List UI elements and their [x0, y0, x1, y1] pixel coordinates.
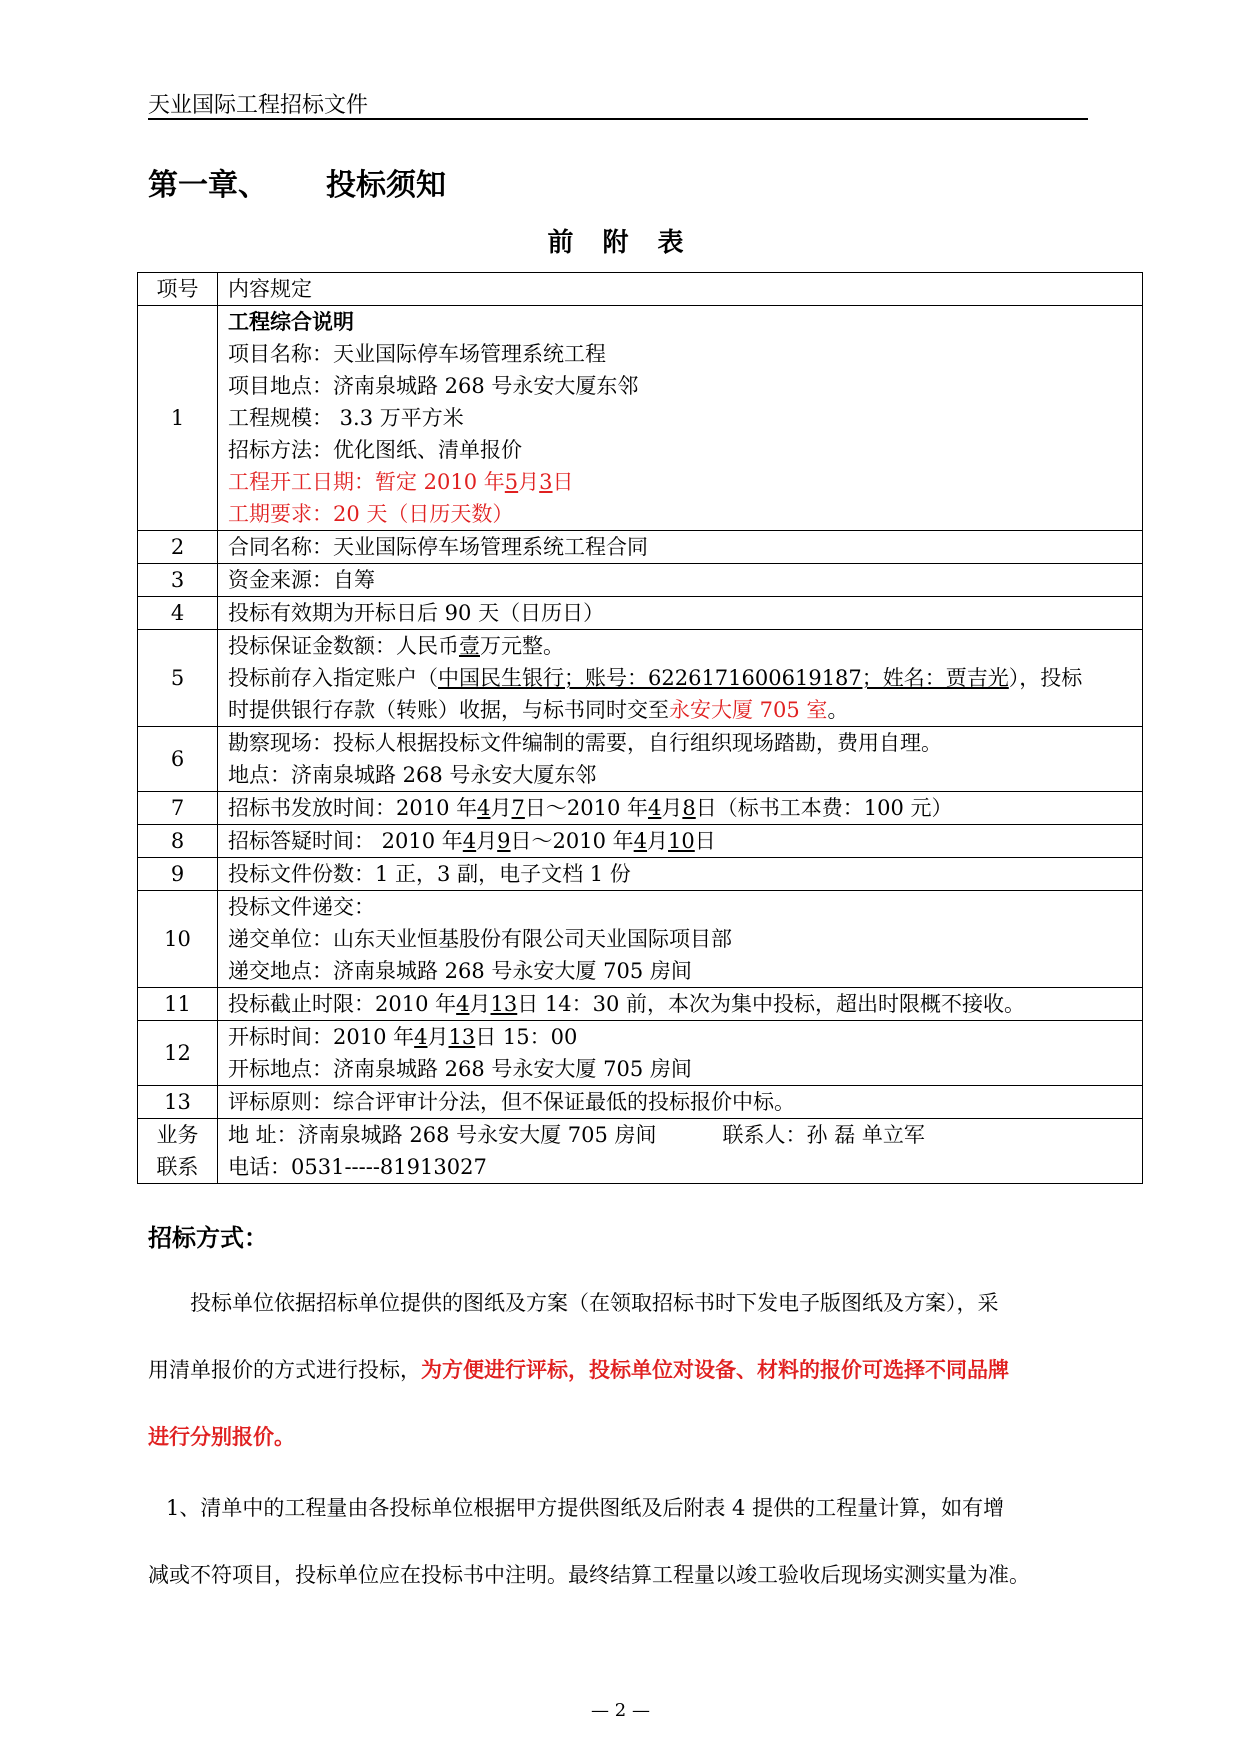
row-number: 13 [138, 1086, 218, 1119]
table-title: 前 附 表 [547, 228, 694, 258]
start-date: 工程开工日期：暂定 2010 年5月3日 [228, 470, 574, 494]
table-row [138, 891, 1143, 988]
table-row [138, 825, 1143, 858]
chapter-number: 第一章、 [148, 168, 268, 203]
row-content: 评标原则：综合评审计分法，但不保证最低的投标报价中标。 [218, 1086, 1143, 1119]
table-row [138, 531, 1143, 564]
row-number: 4 [138, 597, 218, 630]
row-number: 10 [138, 891, 218, 988]
section-heading: 招标方式： [148, 1224, 268, 1252]
submission-heading: 投标文件递交： [228, 895, 375, 919]
table-row [138, 858, 1143, 891]
row-content [218, 1021, 1143, 1086]
row-content: 招标答疑时间： 2010 年4月9日～2010 年4月10日 [218, 825, 1143, 858]
tender-method-paragraph [148, 1270, 1088, 1471]
header-rule [148, 118, 1088, 120]
contact-persons: 联系人：孙 磊 单立军 [722, 1123, 925, 1147]
appendix-table [137, 272, 1143, 1184]
row-number: 2 [138, 531, 218, 564]
contact-label-2: 联系 [156, 1155, 199, 1179]
table-row [138, 727, 1143, 792]
table-row [138, 597, 1143, 630]
table-row [138, 630, 1143, 727]
paragraph-line: 投标单位依据招标单位提供的图纸及方案（在领取招标书时下发电子版图纸及方案），采 [190, 1291, 999, 1315]
project-location: 项目地点：济南泉城路 268 号永安大厦东邻 [228, 374, 639, 398]
row-content [218, 1119, 1143, 1184]
table-row [138, 792, 1143, 825]
row-number: 3 [138, 564, 218, 597]
row-number [138, 1119, 218, 1184]
chapter-title: 投标须知 [326, 168, 446, 203]
row-heading: 工程综合说明 [228, 310, 354, 334]
row-number: 8 [138, 825, 218, 858]
header-item-no: 项号 [138, 273, 218, 306]
row-content [218, 306, 1143, 531]
row-number: 6 [138, 727, 218, 792]
row-content: 资金来源：自筹 [218, 564, 1143, 597]
duration-requirement: 工期要求：20 天（日历天数） [228, 502, 514, 526]
page-number: — 2 — [591, 1700, 650, 1721]
row-number: 5 [138, 630, 218, 727]
row-number: 1 [138, 306, 218, 531]
table-row [138, 1086, 1143, 1119]
row-number: 7 [138, 792, 218, 825]
header-content: 内容规定 [218, 273, 1143, 306]
contact-label-1: 业务 [156, 1123, 199, 1147]
row-content [218, 727, 1143, 792]
deposit-amount: 投标保证金数额：人民币壹万元整。 [228, 634, 564, 658]
deposit-receipt: 时提供银行存款（转账）收据，与标书同时交至永安大厦 705 室。 [228, 698, 849, 722]
submission-unit: 递交单位：山东天业恒基股份有限公司天业国际项目部 [228, 927, 732, 951]
site-survey: 勘察现场：投标人根据投标文件编制的需要，自行组织现场踏勘，费用自理。 [228, 731, 942, 755]
tender-method: 招标方法：优化图纸、清单报价 [228, 438, 522, 462]
row-content: 投标有效期为开标日后 90 天（日历日） [218, 597, 1143, 630]
contact-phone: 电话：0531-----81913027 [228, 1155, 487, 1179]
row-content: 投标截止时限：2010 年4月13日 14：30 前，本次为集中投标，超出时限概不接收。 [218, 988, 1143, 1021]
document-header-title: 天业国际工程招标文件 [148, 93, 369, 118]
project-name: 项目名称：天业国际停车场管理系统工程 [228, 342, 606, 366]
row-content: 合同名称：天业国际停车场管理系统工程合同 [218, 531, 1143, 564]
paragraph-line: 用清单报价的方式进行投标，为方便进行评标，投标单位对设备、材料的报价可选择不同品牌 [148, 1358, 1009, 1382]
row-number: 12 [138, 1021, 218, 1086]
deposit-account: 投标前存入指定账户（中国民生银行；账号：6226171600619187；姓名：贾吉光），投标 [228, 666, 1083, 690]
row-content: 招标书发放时间：2010 年4月7日～2010 年4月8日（标书工本费：100 元） [218, 792, 1143, 825]
site-location: 地点：济南泉城路 268 号永安大厦东邻 [228, 763, 597, 787]
table-row [138, 306, 1143, 531]
paragraph-line: 1、清单中的工程量由各投标单位根据甲方提供图纸及后附表 4 提供的工程量计算，如有增 [166, 1496, 1005, 1520]
quantity-paragraph [148, 1475, 1088, 1609]
table-row [138, 1119, 1143, 1184]
contact-address: 地 址：济南泉城路 268 号永安大厦 705 房间 联系人：孙 磊 单立军 [228, 1123, 925, 1147]
row-content [218, 630, 1143, 727]
row-number: 11 [138, 988, 218, 1021]
submission-location: 递交地点：济南泉城路 268 号永安大厦 705 房间 [228, 959, 692, 983]
row-number: 9 [138, 858, 218, 891]
paragraph-line: 进行分别报价。 [148, 1425, 295, 1449]
chapter-heading [148, 160, 446, 204]
table-row [138, 1021, 1143, 1086]
opening-location: 开标地点：济南泉城路 268 号永安大厦 705 房间 [228, 1057, 692, 1081]
row-content: 投标文件份数：1 正，3 副，电子文档 1 份 [218, 858, 1143, 891]
table-row [138, 988, 1143, 1021]
table-row [138, 564, 1143, 597]
row-content [218, 891, 1143, 988]
paragraph-line: 减或不符项目，投标单位应在投标书中注明。最终结算工程量以竣工验收后现场实测实量为准。 [148, 1563, 1030, 1587]
project-scale: 工程规模： 3.3 万平方米 [228, 406, 464, 430]
table-header-row [138, 273, 1143, 306]
opening-time: 开标时间：2010 年4月13日 15：00 [228, 1025, 578, 1049]
